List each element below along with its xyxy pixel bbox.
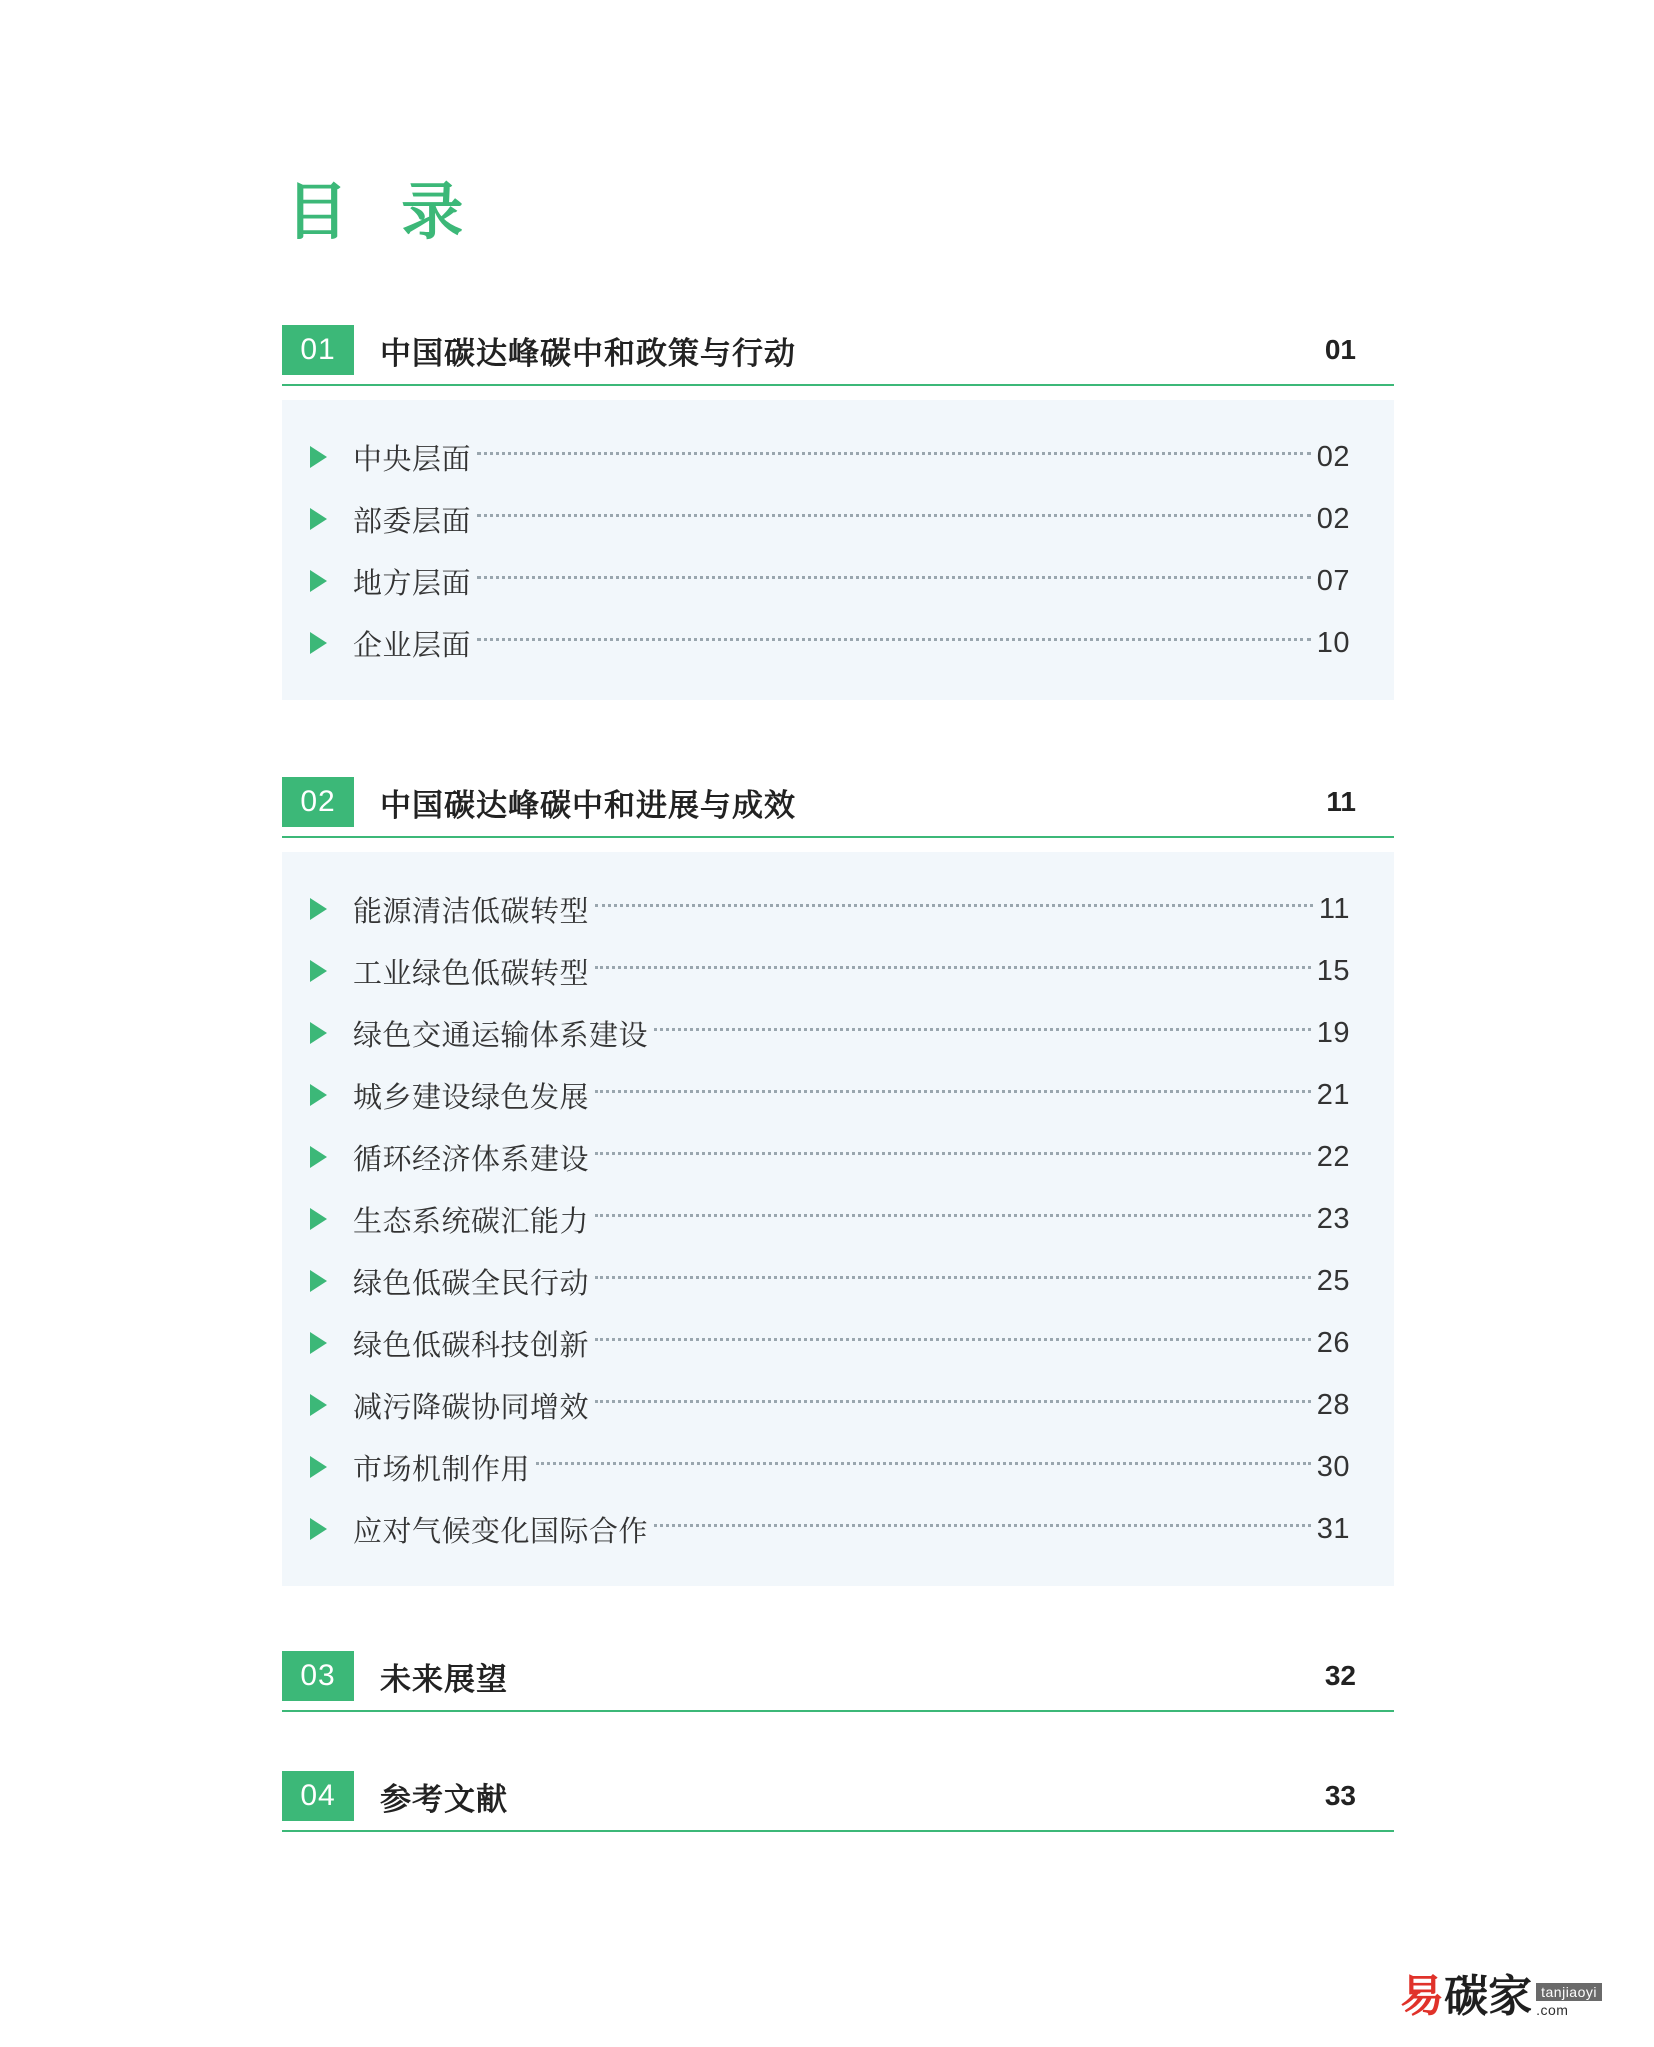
- leader-dots: [477, 637, 1311, 641]
- list-item-page: 10: [1316, 626, 1350, 659]
- triangle-bullet-icon: [310, 570, 327, 592]
- spacer: [282, 1586, 1394, 1648]
- list-item-page: 23: [1316, 1202, 1350, 1235]
- list-item-label: 减污降碳协同增效: [353, 1391, 590, 1424]
- list-item-page: 31: [1316, 1512, 1350, 1545]
- triangle-bullet-icon: [310, 1270, 327, 1292]
- list-item-label: 企业层面: [353, 629, 472, 662]
- list-item-label: 能源清洁低碳转型: [353, 895, 590, 928]
- leader-dots: [595, 903, 1313, 907]
- list-item-label: 应对气候变化国际合作: [353, 1515, 649, 1548]
- list-item[interactable]: [282, 1498, 1394, 1560]
- list-item[interactable]: [282, 1002, 1394, 1064]
- triangle-bullet-icon: [310, 1456, 327, 1478]
- toc-section-header[interactable]: [282, 1648, 1394, 1712]
- triangle-bullet-icon: [310, 1518, 327, 1540]
- leader-dots: [654, 1523, 1311, 1527]
- watermark-text-group: [1536, 1983, 1602, 2019]
- list-item-page: 11: [1318, 892, 1350, 925]
- list-item-label: 城乡建设绿色发展: [353, 1081, 590, 1114]
- leader-dots: [477, 575, 1311, 579]
- leader-dots: [477, 513, 1311, 517]
- section-title: 未来展望: [380, 1661, 508, 1697]
- triangle-bullet-icon: [310, 1332, 327, 1354]
- toc-section-01: [282, 322, 1394, 700]
- list-item[interactable]: [282, 1126, 1394, 1188]
- list-item-page: 15: [1316, 954, 1350, 987]
- section-page-number: 32: [1324, 1660, 1356, 1691]
- watermark-domain: .com: [1536, 2002, 1569, 2018]
- list-item-label: 绿色交通运输体系建设: [353, 1019, 649, 1052]
- leader-dots: [477, 451, 1311, 455]
- list-item-label: 工业绿色低碳转型: [353, 957, 590, 990]
- section-number-badge: 02: [282, 777, 354, 827]
- list-item-page: 22: [1316, 1140, 1350, 1173]
- list-item-page: 28: [1316, 1388, 1350, 1421]
- list-item[interactable]: [282, 1312, 1394, 1374]
- list-item-page: 02: [1316, 502, 1350, 535]
- list-item-label: 绿色低碳科技创新: [353, 1329, 590, 1362]
- list-item[interactable]: [282, 1374, 1394, 1436]
- list-item-page: 26: [1316, 1326, 1350, 1359]
- leader-dots: [654, 1027, 1311, 1031]
- triangle-bullet-icon: [310, 446, 327, 468]
- section-title: 参考文献: [380, 1781, 508, 1817]
- section-page-number: 11: [1326, 786, 1356, 817]
- section-number-badge: 01: [282, 325, 354, 375]
- leader-dots: [595, 1089, 1311, 1093]
- leader-dots: [595, 1275, 1311, 1279]
- toc-subitem-group: [282, 400, 1394, 700]
- section-number-badge: 03: [282, 1651, 354, 1701]
- list-item-page: 30: [1316, 1450, 1350, 1483]
- toc-subitem-group: [282, 852, 1394, 1586]
- toc-section-header[interactable]: [282, 322, 1394, 386]
- watermark-char-tan: 碳: [1444, 1972, 1489, 2021]
- list-item[interactable]: [282, 940, 1394, 1002]
- section-title: 中国碳达峰碳中和进展与成效: [380, 787, 796, 823]
- section-page-number: 01: [1324, 334, 1356, 365]
- list-item[interactable]: [282, 612, 1394, 674]
- toc-section-header[interactable]: [282, 1768, 1394, 1832]
- leader-dots: [536, 1461, 1311, 1465]
- section-title: 中国碳达峰碳中和政策与行动: [380, 335, 796, 371]
- toc-list: [282, 322, 1394, 1832]
- toc-section-04: [282, 1768, 1394, 1832]
- toc-section-03: [282, 1648, 1394, 1712]
- list-item-page: 25: [1316, 1264, 1350, 1297]
- list-item-label: 生态系统碳汇能力: [353, 1205, 590, 1238]
- list-item-label: 循环经济体系建设: [353, 1143, 590, 1176]
- list-item-label: 绿色低碳全民行动: [353, 1267, 590, 1300]
- list-item[interactable]: [282, 550, 1394, 612]
- watermark-logo: [1400, 1972, 1602, 2021]
- triangle-bullet-icon: [310, 632, 327, 654]
- spacer: [282, 1712, 1394, 1768]
- leader-dots: [595, 1337, 1311, 1341]
- list-item-label: 中央层面: [353, 443, 472, 476]
- triangle-bullet-icon: [310, 1084, 327, 1106]
- toc-section-header[interactable]: [282, 774, 1394, 838]
- watermark-char-yi: 易: [1400, 1972, 1445, 2021]
- spacer: [282, 700, 1394, 774]
- list-item[interactable]: [282, 1436, 1394, 1498]
- triangle-bullet-icon: [310, 1394, 327, 1416]
- toc-section-02: [282, 774, 1394, 1586]
- leader-dots: [595, 1399, 1311, 1403]
- list-item-page: 07: [1316, 564, 1350, 597]
- section-number-badge: 04: [282, 1771, 354, 1821]
- triangle-bullet-icon: [310, 960, 327, 982]
- list-item-page: 19: [1316, 1016, 1350, 1049]
- list-item[interactable]: [282, 878, 1394, 940]
- triangle-bullet-icon: [310, 1022, 327, 1044]
- watermark-pinyin: tanjiaoyi: [1536, 1983, 1602, 2001]
- list-item[interactable]: [282, 1250, 1394, 1312]
- leader-dots: [595, 1151, 1311, 1155]
- list-item[interactable]: [282, 488, 1394, 550]
- list-item[interactable]: [282, 426, 1394, 488]
- list-item-label: 市场机制作用: [353, 1453, 531, 1486]
- watermark-char-jia: 家: [1488, 1972, 1533, 2021]
- triangle-bullet-icon: [310, 898, 327, 920]
- section-page-number: 33: [1324, 1780, 1356, 1811]
- leader-dots: [595, 965, 1311, 969]
- list-item-label: 部委层面: [353, 505, 472, 538]
- triangle-bullet-icon: [310, 1208, 327, 1230]
- list-item-label: 地方层面: [353, 567, 472, 600]
- triangle-bullet-icon: [310, 508, 327, 530]
- list-item-page: 02: [1316, 440, 1350, 473]
- page-title: 目 录: [286, 178, 482, 247]
- list-item-page: 21: [1316, 1078, 1350, 1111]
- triangle-bullet-icon: [310, 1146, 327, 1168]
- list-item[interactable]: [282, 1064, 1394, 1126]
- leader-dots: [595, 1213, 1311, 1217]
- list-item[interactable]: [282, 1188, 1394, 1250]
